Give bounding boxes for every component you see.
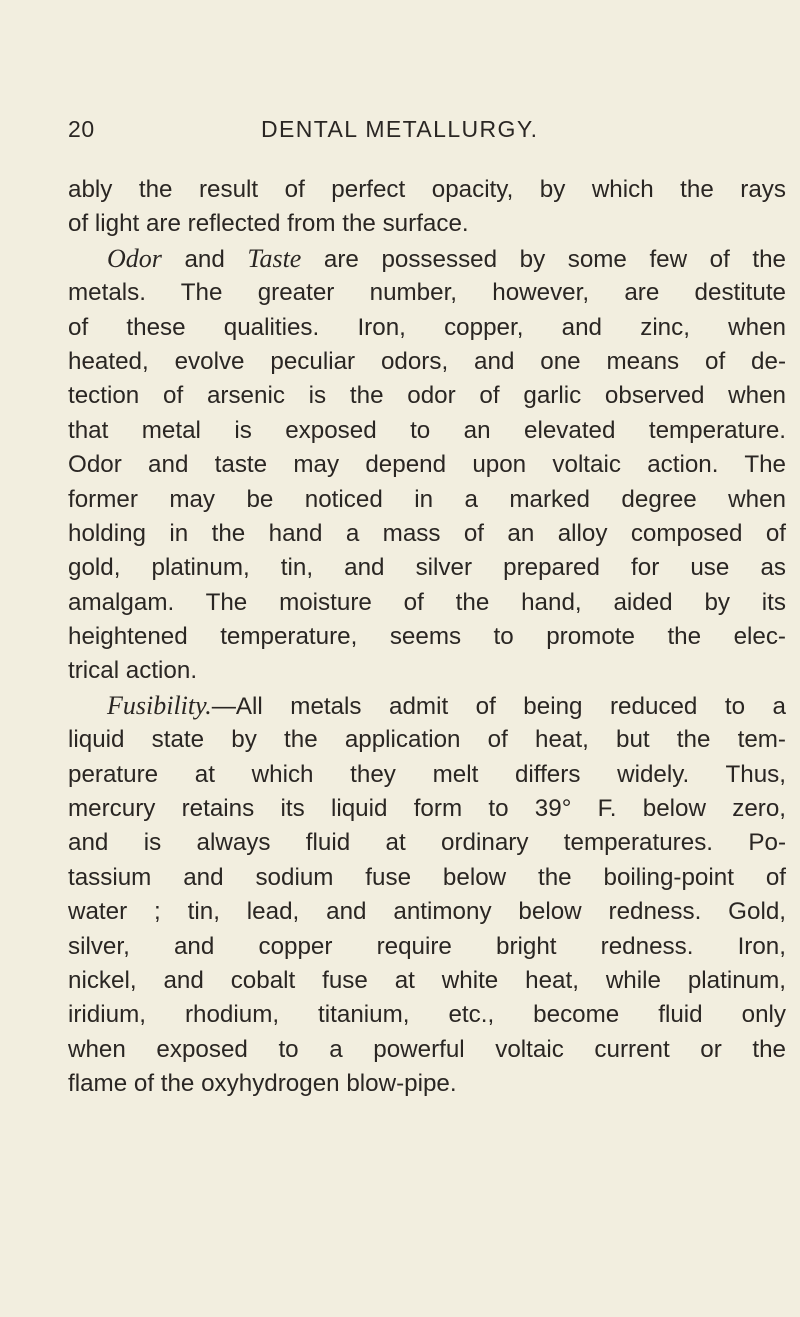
line-text: and [161,245,248,273]
text-line: and is always fluid at ordinary temperatures. Po- [68,829,786,857]
text-line: heightened temperature, seems to promote the elec- [68,623,786,651]
running-title: DENTAL METALLURGY. [261,116,539,142]
text-line: metals. The greater number, however, are destitute [68,279,786,307]
text-line: ably the result of perfect opacity, by which the rays [68,176,786,203]
italic-term-odor: Odor [107,243,162,273]
text-line: trical action. [68,657,198,685]
text-line: tassium and sodium fuse below the boiling-point of [68,863,786,891]
italic-term-fusibility: Fusibility. [107,690,212,720]
text-line: of these qualities. Iron, copper, and zinc, when [68,313,786,341]
text-line: when exposed to a powerful voltaic current or the [68,1035,786,1063]
line-text: —All metals admit of being reduced to a [211,692,786,720]
page-number: 20 [68,116,95,142]
text-line: water ; tin, lead, and antimony below redness. Gold, [68,898,786,926]
text-line: perature at which they melt differs widely. Thus, [68,760,786,788]
text-line: liquid state by the application of heat, but the tem- [68,726,786,754]
text-line: that metal is exposed to an elevated temperature. [68,416,786,444]
text-line [68,689,786,723]
text-line: holding in the hand a mass of an alloy composed of [68,519,786,547]
text-line: Odor and taste may depend upon voltaic action. The [68,451,786,479]
text-line: former may be noticed in a marked degree when [68,485,786,513]
text-line: tection of arsenic is the odor of garlic observed when [68,382,786,410]
text-line: nickel, and cobalt fuse at white heat, while platinum, [68,966,786,994]
text-line: gold, platinum, tin, and silver prepared for use as [68,554,786,582]
text-line: silver, and copper require bright redness. Iron, [68,932,786,960]
line-text: are possessed by some few of the [301,245,787,273]
text-line: mercury retains its liquid form to 39° F. below zero, [68,795,786,823]
text-line: iridium, rhodium, titanium, etc., become fluid only [68,1001,786,1029]
body-text [68,173,786,1102]
text-line: heated, evolve peculiar odors, and one means of de- [68,347,786,375]
text-line: amalgam. The moisture of the hand, aided by its [68,588,786,616]
page-header [68,116,768,146]
italic-term-taste: Taste [247,243,302,273]
text-line: flame of the oxyhydrogen blow-pipe. [68,1070,457,1098]
text-line [68,242,786,276]
text-line: of light are reflected from the surface. [68,210,469,238]
